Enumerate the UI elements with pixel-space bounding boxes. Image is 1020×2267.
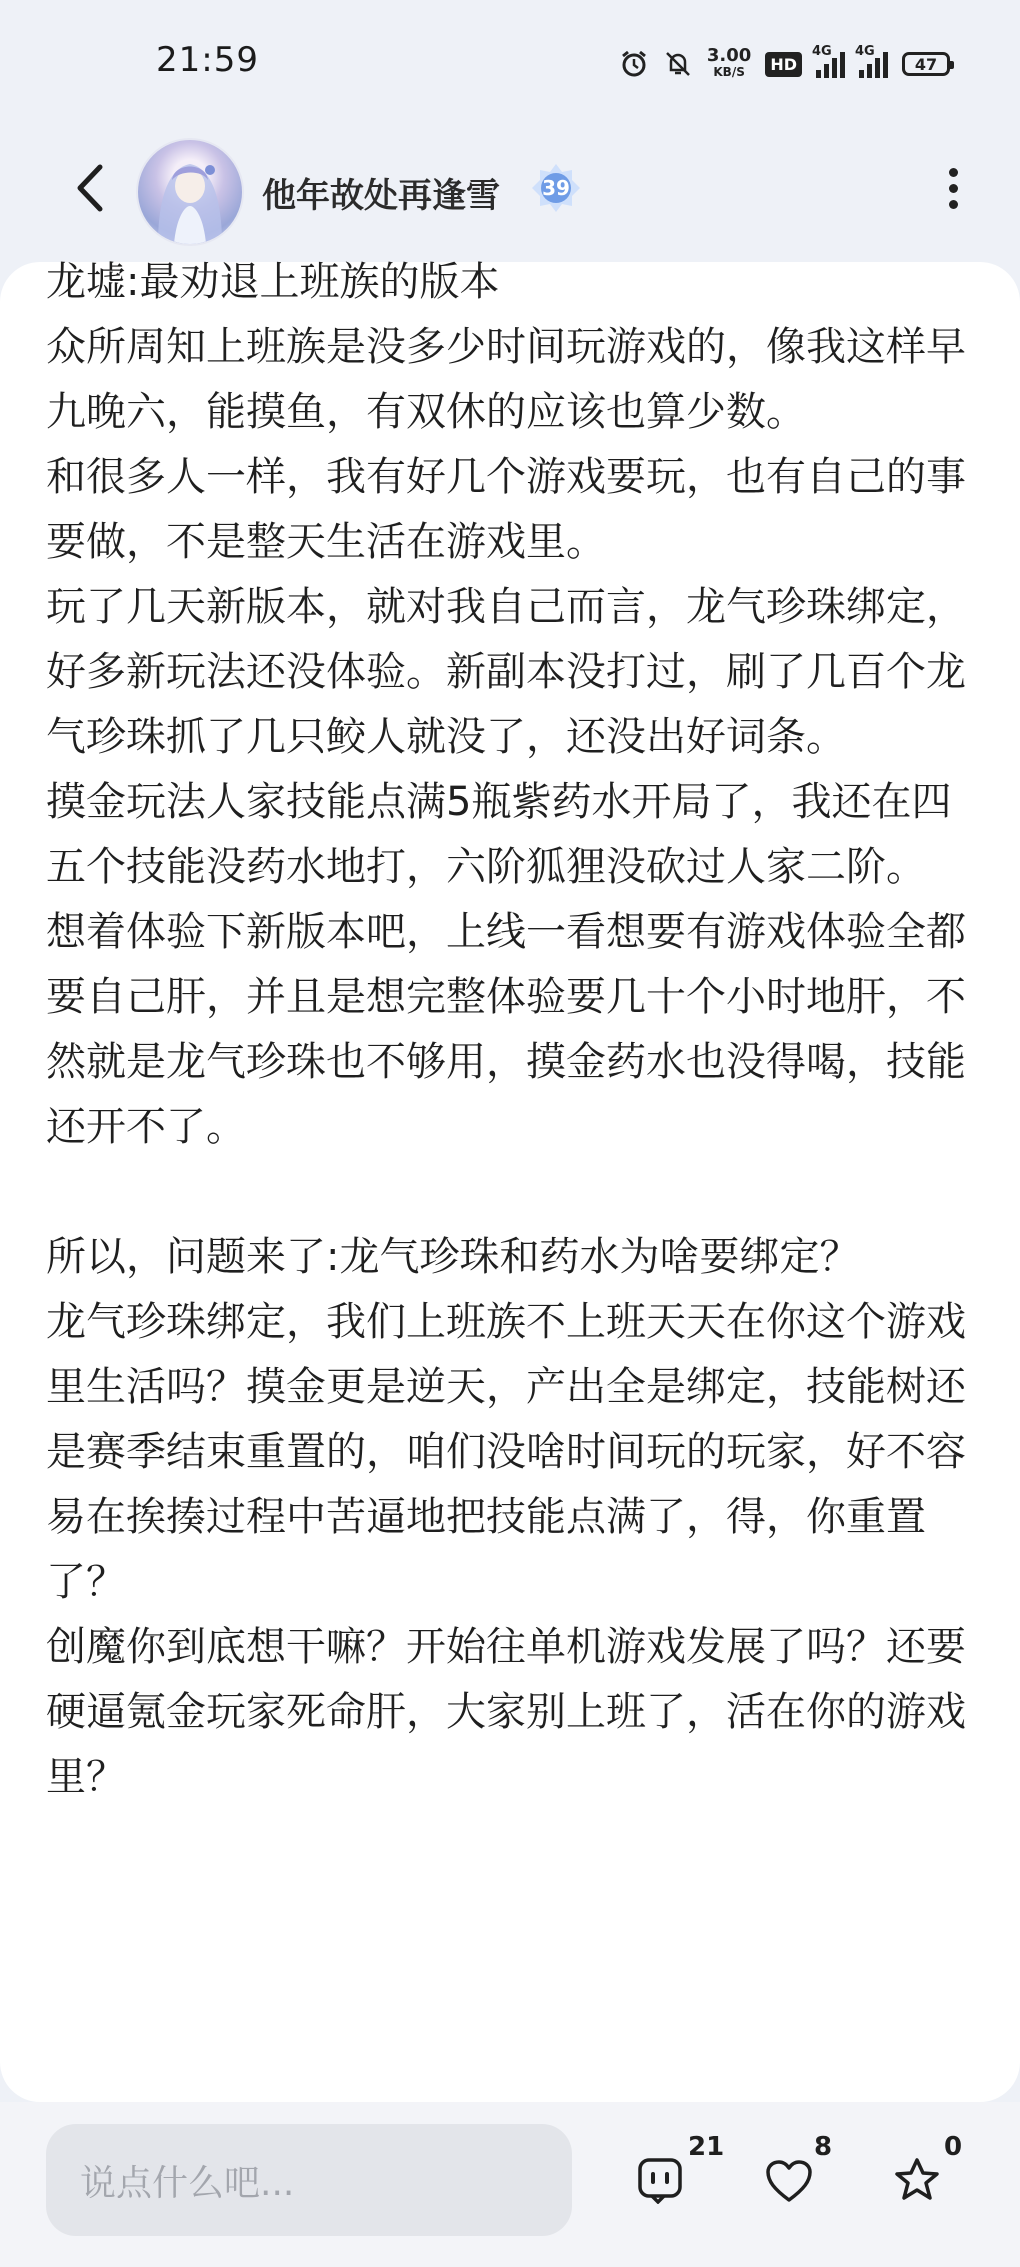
comments-count: 21 bbox=[688, 2132, 725, 2162]
paragraph-spacer bbox=[46, 1160, 976, 1225]
comment-input[interactable] bbox=[46, 2124, 572, 2236]
more-dot-icon bbox=[949, 184, 958, 193]
more-dot-icon bbox=[949, 168, 958, 177]
battery-icon bbox=[902, 52, 950, 76]
more-dot-icon bbox=[949, 200, 958, 209]
level-badge bbox=[530, 162, 582, 214]
status-time: 21:59 bbox=[156, 40, 259, 80]
post-paragraph: 摸金玩法人家技能点满5瓶紫药水开局了，我还在四五个技能没药水地打，六阶狐狸没砍过人家二阶。 bbox=[46, 779, 952, 890]
battery-level: 47 bbox=[914, 54, 938, 74]
post-paragraph: 众所周知上班族是没多少时间玩游戏的，像我这样早九晚六，能摸鱼，有双休的应该也算少数。 bbox=[46, 324, 966, 435]
network-speed bbox=[706, 45, 752, 80]
hd-badge: HD bbox=[765, 52, 802, 77]
post-header bbox=[0, 130, 1020, 250]
back-button[interactable] bbox=[60, 158, 120, 218]
avatar-illustration-icon bbox=[138, 140, 242, 244]
level-number: 39 bbox=[542, 176, 570, 200]
signal-1-label: 4G bbox=[812, 44, 832, 59]
comment-icon bbox=[636, 2156, 684, 2204]
post-paragraph: 想着体验下新版本吧，上线一看想要有游戏体验全都要自己肝，并且是想完整体验要几十个小时地肝，不然就是龙气珍珠也不够用，摸金药水也没得喝，技能还开不了。 bbox=[46, 909, 966, 1150]
comment-placeholder: 说点什么吧... bbox=[80, 2162, 295, 2204]
network-speed-unit: KB/S bbox=[713, 65, 745, 79]
chevron-left-icon bbox=[72, 163, 108, 213]
star-icon bbox=[892, 2156, 942, 2204]
favorites-count: 0 bbox=[944, 2132, 963, 2162]
signal-1-icon bbox=[812, 44, 845, 78]
post-paragraph: 创魔你到底想干嘛？开始往单机游戏发展了吗？还要硬逼氪金玩家死命肝，大家别上班了，活在你的游戏里？ bbox=[46, 1624, 966, 1800]
avatar[interactable] bbox=[136, 138, 244, 246]
network-speed-value: 3.00 bbox=[706, 45, 752, 66]
likes-count: 8 bbox=[814, 2132, 833, 2162]
post-content-card bbox=[0, 259, 1020, 2102]
post-paragraph: 玩了几天新版本，就对我自己而言，龙气珍珠绑定，好多新玩法还没体验。新副本没打过，刷了几百个龙气珍珠抓了几只鲛人就没了，还没出好词条。 bbox=[46, 584, 966, 760]
post-body bbox=[46, 250, 976, 1810]
status-bar bbox=[0, 0, 1020, 130]
signal-2-icon bbox=[855, 44, 888, 78]
status-icons bbox=[619, 44, 950, 84]
mute-bell-icon bbox=[663, 49, 693, 79]
like-button[interactable] bbox=[764, 2132, 864, 2216]
alarm-icon bbox=[619, 49, 649, 79]
heart-icon bbox=[764, 2158, 814, 2204]
more-options-button[interactable] bbox=[928, 158, 978, 218]
post-paragraph: 和很多人一样，我有好几个游戏要玩，也有自己的事要做，不是整天生活在游戏里。 bbox=[46, 454, 966, 565]
username[interactable]: 他年故处再逢雪 bbox=[262, 176, 500, 216]
signal-2-label: 4G bbox=[855, 44, 875, 59]
post-paragraph: 所以，问题来了:龙气珍珠和药水为啥要绑定？ bbox=[46, 1234, 860, 1280]
comment-button[interactable] bbox=[636, 2132, 746, 2216]
post-title: 龙墟:最劝退上班族的版本 bbox=[46, 259, 500, 305]
favorite-button[interactable] bbox=[892, 2132, 992, 2216]
bottom-action-bar bbox=[0, 2102, 1020, 2267]
post-paragraph: 龙气珍珠绑定，我们上班族不上班天天在你这个游戏里生活吗？摸金更是逆天，产出全是绑定，技能树还是赛季结束重置的，咱们没啥时间玩的玩家，好不容易在挨揍过程中苦逼地把技能点满了，得，你重置了？ bbox=[46, 1299, 966, 1605]
